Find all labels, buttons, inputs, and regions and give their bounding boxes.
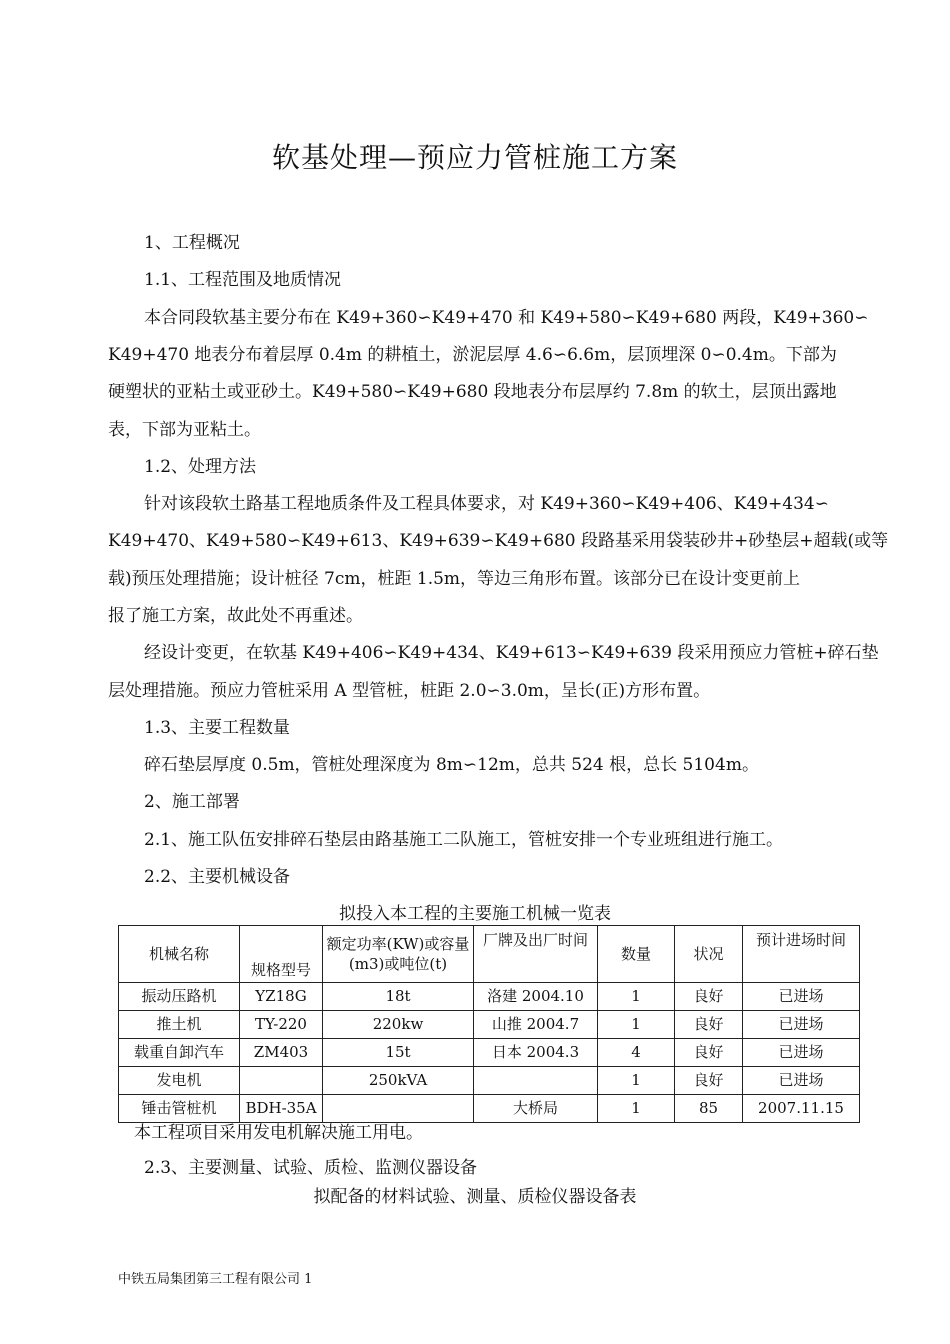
paragraph-line: 表，下部为亚粘土。	[108, 420, 261, 440]
section-heading: 1.2、处理方法	[144, 457, 257, 477]
table-cell: 发电机	[119, 1067, 240, 1095]
table-cell	[323, 1095, 474, 1123]
table-cell: 锤击管桩机	[119, 1095, 240, 1123]
table-cell: 18t	[323, 983, 474, 1011]
paragraph-line: 本工程项目采用发电机解决施工用电。	[134, 1123, 423, 1143]
table-cell: 日本 2004.3	[474, 1039, 598, 1067]
table-caption: 拟配备的材料试验、测量、质检仪器设备表	[313, 1187, 637, 1207]
paragraph-line: 载)预压处理措施；设计桩径 7cm，桩距 1.5m，等边三角形布置。该部分已在设计变更前上	[108, 569, 801, 589]
table-row	[119, 1067, 860, 1095]
table-row	[119, 1039, 860, 1067]
table-cell: 已进场	[743, 1011, 860, 1039]
table-cell: YZ18G	[240, 983, 323, 1011]
page-footer: 中铁五局集团第三工程有限公司 1	[118, 1272, 313, 1287]
column-header: 预计进场时间	[743, 926, 860, 983]
table-cell: 载重自卸汽车	[119, 1039, 240, 1067]
section-heading: 2、施工部署	[144, 792, 240, 812]
paragraph-line: 经设计变更，在软基 K49+406∽K49+434、K49+613∽K49+639 段采用预应力管桩+碎石垫	[144, 643, 879, 663]
page-title: 软基处理—预应力管桩施工方案	[271, 141, 678, 174]
table-row	[119, 1011, 860, 1039]
table-cell: 15t	[323, 1039, 474, 1067]
equipment-table	[118, 925, 860, 1123]
section-heading: 1.3、主要工程数量	[144, 718, 291, 738]
column-header: 状况	[675, 926, 743, 983]
table-cell: 已进场	[743, 1039, 860, 1067]
table-cell: 85	[675, 1095, 743, 1123]
table-cell: ZM403	[240, 1039, 323, 1067]
table-cell: 推土机	[119, 1011, 240, 1039]
table-cell	[474, 1067, 598, 1095]
table-cell: 山推 2004.7	[474, 1011, 598, 1039]
section-heading: 2.3、主要测量、试验、质检、监测仪器设备	[144, 1158, 478, 1178]
table-row	[119, 1095, 860, 1123]
table-cell: 良好	[675, 1067, 743, 1095]
paragraph-line: K49+470、K49+580∽K49+613、K49+639∽K49+680 段路基采用袋装砂井+砂垫层+超载(或等	[108, 531, 889, 551]
paragraph-line: 本合同段软基主要分布在 K49+360∽K49+470 和 K49+580∽K49+680 两段，K49+360∽	[144, 308, 869, 328]
column-header: 机械名称	[119, 926, 240, 983]
table-cell: 已进场	[743, 1067, 860, 1095]
paragraph-line: 层处理措施。预应力管桩采用 A 型管桩，桩距 2.0∽3.0m，呈长(正)方形布置。	[108, 681, 711, 701]
column-header: 规格型号	[240, 926, 323, 983]
paragraph-line: 碎石垫层厚度 0.5m，管桩处理深度为 8m∽12m，总共 524 根，总长 5104m。	[144, 755, 759, 775]
table-cell: 1	[598, 1011, 675, 1039]
table-cell	[240, 1067, 323, 1095]
table-cell: 良好	[675, 983, 743, 1011]
section-heading: 2.2、主要机械设备	[144, 867, 291, 887]
section-heading: 2.1、施工队伍安排碎石垫层由路基施工二队施工，管桩安排一个专业班组进行施工。	[144, 830, 784, 850]
table-cell: 良好	[675, 1011, 743, 1039]
table-cell: 250kVA	[323, 1067, 474, 1095]
table-header-row	[119, 926, 860, 983]
table-cell: TY-220	[240, 1011, 323, 1039]
table-cell: BDH-35A	[240, 1095, 323, 1123]
table-cell: 振动压路机	[119, 983, 240, 1011]
column-header: 数量	[598, 926, 675, 983]
table-cell: 4	[598, 1039, 675, 1067]
paragraph-line: 报了施工方案，故此处不再重述。	[108, 606, 363, 626]
table-cell: 良好	[675, 1039, 743, 1067]
section-heading: 1、工程概况	[144, 233, 240, 253]
paragraph-line: 硬塑状的亚粘土或亚砂土。K49+580∽K49+680 段地表分布层厚约 7.8m 的软土，层顶出露地	[108, 382, 837, 402]
table-cell: 已进场	[743, 983, 860, 1011]
column-header: 厂牌及出厂时间	[474, 926, 598, 983]
table-cell: 1	[598, 983, 675, 1011]
column-header: 额定功率(KW)或容量(m3)或吨位(t)	[323, 926, 474, 983]
paragraph-line: K49+470 地表分布着层厚 0.4m 的耕植土，淤泥层厚 4.6∽6.6m，层顶埋深 0∽0.4m。下部为	[108, 345, 837, 365]
section-heading: 1.1、工程范围及地质情况	[144, 270, 342, 290]
table-cell: 2007.11.15	[743, 1095, 860, 1123]
table-cell: 洛建 2004.10	[474, 983, 598, 1011]
table-caption: 拟投入本工程的主要施工机械一览表	[339, 904, 611, 924]
table-cell: 1	[598, 1095, 675, 1123]
paragraph-line: 针对该段软土路基工程地质条件及工程具体要求，对 K49+360∽K49+406、K49+434∽	[144, 494, 829, 514]
table-row	[119, 983, 860, 1011]
table-cell: 1	[598, 1067, 675, 1095]
table-cell: 大桥局	[474, 1095, 598, 1123]
table-cell: 220kw	[323, 1011, 474, 1039]
